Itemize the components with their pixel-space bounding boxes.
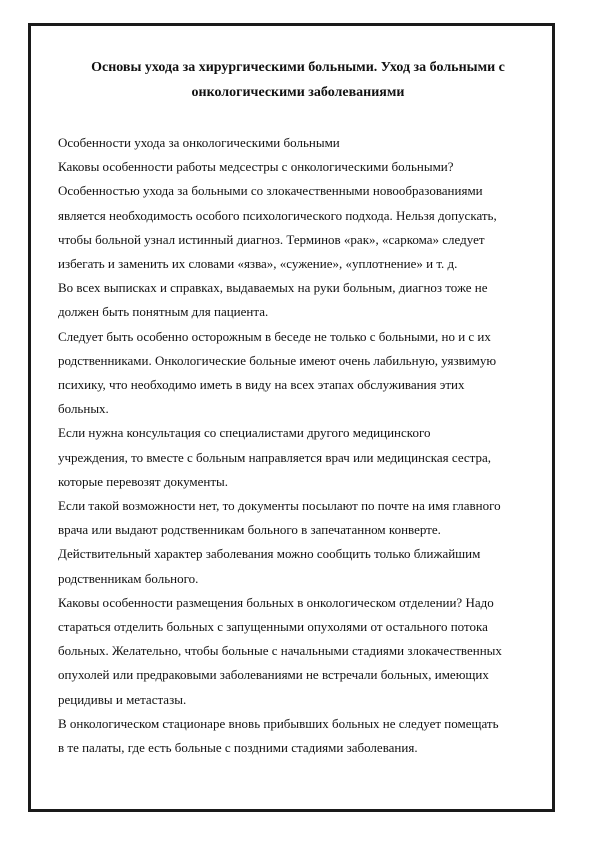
body-line: Каковы особенности работы медсестры с онкологическими больными? (58, 159, 454, 175)
body-line: родственникам больного. (58, 570, 199, 586)
body-line: родственниками. Онкологические больные имеют очень лабильную, уязвимую (58, 352, 497, 368)
title-line: Основы ухода за хирургическими больными. Уход за больными с (91, 60, 505, 75)
document-body (58, 131, 542, 760)
body-line: В онкологическом стационаре вновь прибывших больных не следует помещать (58, 715, 499, 731)
body-line: опухолей или предраковыми заболеваниями не встречали больных, имеющих (58, 667, 489, 683)
body-line: которые перевозят документы. (58, 473, 229, 489)
body-line: рецидивы и метастазы. (58, 691, 187, 707)
body-line: Действительный характер заболевания можно сообщить только ближайшим (58, 546, 481, 562)
body-line: психику, что необходимо иметь в виду на всех этапах обслуживания этих (58, 377, 465, 393)
body-line: учреждения, то вместе с больным направляется врач или медицинская сестра, (58, 449, 492, 465)
body-line: Во всех выписках и справках, выдаваемых на руки больным, диагноз тоже не (58, 280, 488, 296)
body-line: врача или выдают родственникам больного в запечатанном конверте. (58, 522, 441, 538)
body-line: Каковы особенности размещения больных в онкологическом отделении? Надо (58, 594, 494, 610)
title-line: онкологическими заболеваниями (191, 85, 405, 100)
document-title (48, 55, 548, 105)
section-heading: Особенности ухода за онкологическими больными (58, 135, 340, 150)
body-line: Следует быть особенно осторожным в беседе не только с больными, но и с их (58, 328, 491, 344)
body-line: в те палаты, где есть больные с поздними стадиями заболевания. (58, 740, 418, 756)
body-line: должен быть понятным для пациента. (58, 304, 269, 320)
body-line: стараться отделить больных с запущенными опухолями от остального потока (58, 619, 488, 635)
body-line: больных. Желательно, чтобы больные с начальными стадиями злокачественных (58, 643, 502, 659)
body-line: Если нужна консультация со специалистами другого медицинского (58, 425, 431, 441)
body-line: Особенностью ухода за больными со злокачественными новообразованиями (58, 183, 483, 199)
body-line: является необходимость особого психологического подхода. Нельзя допускать, (58, 207, 497, 223)
body-line: чтобы больной узнал истинный диагноз. Терминов «рак», «саркома» следует (58, 231, 485, 247)
body-line: Если такой возможности нет, то документы посылают по почте на имя главного (58, 498, 501, 514)
body-line: больных. (58, 401, 109, 417)
body-line: избегать и заменить их словами «язва», «сужение», «уплотнение» и т. д. (58, 256, 458, 272)
